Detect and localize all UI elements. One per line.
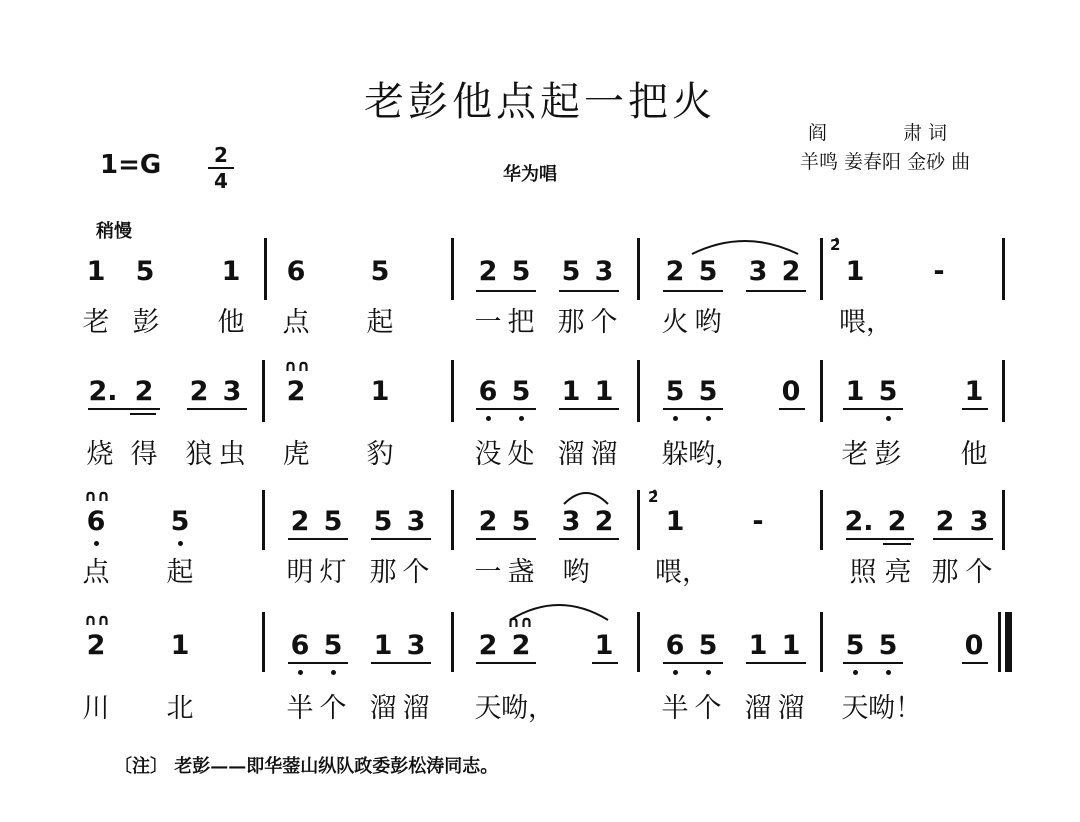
barline bbox=[451, 612, 454, 672]
barline bbox=[637, 360, 640, 422]
barline bbox=[262, 490, 265, 550]
barline bbox=[262, 360, 265, 422]
note: 2 bbox=[781, 256, 801, 287]
lyric: 天 bbox=[841, 693, 869, 724]
note: 2 bbox=[189, 376, 209, 407]
note: 5 bbox=[135, 256, 155, 287]
note: 5 bbox=[370, 256, 390, 287]
lyric: 豹 bbox=[366, 439, 394, 470]
lyric: 灯 bbox=[319, 557, 347, 588]
eighth-underline bbox=[476, 290, 536, 292]
lyric: 个 bbox=[402, 557, 430, 588]
eighth-underline bbox=[371, 662, 431, 664]
note: 2 bbox=[286, 376, 306, 407]
eighth-underline bbox=[663, 408, 723, 410]
note: 1 bbox=[964, 376, 984, 407]
note: 5 bbox=[323, 506, 343, 537]
lyric: 呦！ bbox=[868, 693, 922, 724]
eighth-underline bbox=[663, 662, 723, 664]
lyric: 川 bbox=[82, 693, 110, 724]
slur bbox=[562, 486, 610, 506]
note-rest: 0 bbox=[964, 630, 984, 661]
eighth-underline bbox=[476, 538, 536, 540]
mordent-mark: ∩∩ bbox=[84, 486, 110, 505]
note: 6 bbox=[478, 376, 498, 407]
note: 2. bbox=[88, 376, 118, 407]
low-octave-dot bbox=[519, 416, 524, 421]
note: 1 bbox=[221, 256, 241, 287]
note: 5 bbox=[170, 506, 190, 537]
note: 1 bbox=[845, 256, 865, 287]
lyric: 虎 bbox=[282, 439, 310, 470]
low-octave-dot bbox=[673, 670, 678, 675]
lyric: 点 bbox=[82, 557, 110, 588]
barline bbox=[262, 612, 265, 672]
note: 2 bbox=[511, 630, 531, 661]
note: 5 bbox=[698, 256, 718, 287]
barline bbox=[451, 490, 454, 550]
barline bbox=[637, 612, 640, 672]
note: 1 bbox=[845, 376, 865, 407]
note: 1 bbox=[373, 630, 393, 661]
sixteenth-underline bbox=[883, 543, 911, 545]
final-barline bbox=[1005, 612, 1012, 672]
lyric: 得 bbox=[130, 439, 158, 470]
composer-credit: 羊鸣 姜春阳 金砂 曲 bbox=[800, 151, 971, 173]
lyric: 呦， bbox=[501, 693, 555, 724]
lyric: 哟 bbox=[694, 307, 722, 338]
lyric: 溜 bbox=[369, 693, 397, 724]
lyric: 个 bbox=[319, 693, 347, 724]
lyric: 没 bbox=[474, 439, 502, 470]
eighth-underline bbox=[592, 662, 618, 664]
lyric: 照 bbox=[849, 557, 877, 588]
note: 2 bbox=[86, 630, 106, 661]
time-signature-top: 2 bbox=[214, 143, 228, 167]
eighth-underline bbox=[962, 408, 988, 410]
eighth-underline bbox=[559, 408, 619, 410]
note: 5 bbox=[373, 506, 393, 537]
lyric: 一 bbox=[474, 557, 502, 588]
lyric: 一 bbox=[474, 307, 502, 338]
note: 1 bbox=[170, 630, 190, 661]
lyric: 哟 bbox=[562, 557, 590, 588]
barline bbox=[637, 238, 640, 300]
lyric: 虫 bbox=[218, 439, 246, 470]
note: 2. bbox=[844, 506, 874, 537]
eighth-underline bbox=[843, 662, 903, 664]
low-octave-dot bbox=[706, 416, 711, 421]
lyric: 躲 bbox=[661, 439, 689, 470]
lyric: 喂， bbox=[839, 307, 893, 338]
lyric: 溜 bbox=[590, 439, 618, 470]
eighth-underline bbox=[476, 662, 536, 664]
note: 5 bbox=[665, 376, 685, 407]
barline bbox=[820, 238, 823, 300]
time-signature bbox=[208, 144, 234, 192]
lyric: 个 bbox=[965, 557, 993, 588]
lyric: 半 bbox=[286, 693, 314, 724]
note: 6 bbox=[86, 506, 106, 537]
lyric: 溜 bbox=[777, 693, 805, 724]
note: 3 bbox=[406, 506, 426, 537]
eighth-underline bbox=[187, 408, 247, 410]
lyric: 处 bbox=[507, 439, 535, 470]
eighth-underline bbox=[663, 290, 723, 292]
barline bbox=[1002, 490, 1005, 550]
note: 6 bbox=[286, 256, 306, 287]
note: 2 bbox=[594, 506, 614, 537]
lyric: 个 bbox=[590, 307, 618, 338]
note: 5 bbox=[511, 506, 531, 537]
note: 3 bbox=[561, 506, 581, 537]
barline bbox=[1002, 238, 1005, 300]
fermata-mark: 2̂ bbox=[830, 236, 841, 254]
fermata-mark: 2̂ bbox=[648, 488, 659, 506]
lyric: 北 bbox=[166, 693, 194, 724]
note: 3 bbox=[969, 506, 989, 537]
low-octave-dot bbox=[853, 670, 858, 675]
eighth-underline bbox=[559, 538, 619, 540]
note: 1 bbox=[370, 376, 390, 407]
note: 1 bbox=[594, 630, 614, 661]
low-octave-dot bbox=[331, 670, 336, 675]
note: 5 bbox=[323, 630, 343, 661]
lyric: 狼 bbox=[185, 439, 213, 470]
lyric: 个 bbox=[694, 693, 722, 724]
mordent-mark: ∩∩ bbox=[84, 610, 110, 629]
barline bbox=[820, 490, 823, 550]
note: 2 bbox=[478, 630, 498, 661]
note: 3 bbox=[748, 256, 768, 287]
barline bbox=[820, 360, 823, 422]
lyric: 把 bbox=[507, 307, 535, 338]
singer-credit: 华为唱 bbox=[503, 164, 557, 185]
note: 5 bbox=[878, 376, 898, 407]
note: 3 bbox=[222, 376, 242, 407]
note: 6 bbox=[665, 630, 685, 661]
note: 2 bbox=[134, 376, 154, 407]
lyric: 那 bbox=[931, 557, 959, 588]
eighth-underline bbox=[476, 408, 536, 410]
note: 5 bbox=[698, 630, 718, 661]
note: 2 bbox=[478, 506, 498, 537]
lyric: 溜 bbox=[744, 693, 772, 724]
lyric: 点 bbox=[282, 307, 310, 338]
barline bbox=[264, 238, 267, 300]
lyric: 那 bbox=[557, 307, 585, 338]
eighth-underline bbox=[288, 662, 348, 664]
eighth-underline bbox=[559, 290, 619, 292]
note: 1 bbox=[561, 376, 581, 407]
barline bbox=[1002, 360, 1005, 422]
time-signature-bottom: 4 bbox=[214, 169, 228, 193]
low-octave-dot bbox=[673, 416, 678, 421]
eighth-underline bbox=[88, 408, 160, 410]
lyric: 彭 bbox=[874, 439, 902, 470]
eighth-underline bbox=[288, 538, 348, 540]
tempo-marking: 稍慢 bbox=[96, 221, 132, 242]
eighth-underline bbox=[371, 538, 431, 540]
note: 5 bbox=[561, 256, 581, 287]
lyric: 他 bbox=[960, 439, 988, 470]
note: 2 bbox=[478, 256, 498, 287]
barline bbox=[451, 360, 454, 422]
lyric: 喂， bbox=[655, 557, 709, 588]
lyric: 他 bbox=[217, 307, 245, 338]
low-octave-dot bbox=[886, 670, 891, 675]
note-dash: - bbox=[752, 506, 764, 537]
note: 6 bbox=[290, 630, 310, 661]
lyric: 火 bbox=[661, 307, 689, 338]
low-octave-dot bbox=[706, 670, 711, 675]
lyric: 天 bbox=[474, 693, 502, 724]
eighth-underline bbox=[746, 290, 806, 292]
barline bbox=[820, 612, 823, 672]
lyric: 起 bbox=[366, 307, 394, 338]
key-signature: 1=G bbox=[100, 150, 162, 180]
eighth-underline bbox=[779, 408, 805, 410]
note: 1 bbox=[86, 256, 106, 287]
lyric: 起 bbox=[166, 557, 194, 588]
lyric: 溜 bbox=[557, 439, 585, 470]
eighth-underline bbox=[746, 662, 806, 664]
lyric: 老 bbox=[841, 439, 869, 470]
note: 2 bbox=[935, 506, 955, 537]
lyric: 半 bbox=[661, 693, 689, 724]
note: 5 bbox=[511, 256, 531, 287]
eighth-underline bbox=[933, 538, 993, 540]
sixteenth-underline bbox=[130, 413, 156, 415]
note-dash: - bbox=[933, 256, 945, 287]
note: 2 bbox=[665, 256, 685, 287]
lyric: 彭 bbox=[132, 307, 160, 338]
low-octave-dot bbox=[178, 541, 183, 546]
note: 1 bbox=[594, 376, 614, 407]
slur bbox=[690, 232, 800, 256]
note: 5 bbox=[878, 630, 898, 661]
lyric: 哟， bbox=[688, 439, 742, 470]
song-title: 老彭他点起一把火 bbox=[364, 79, 716, 125]
lyric: 烧 bbox=[86, 439, 114, 470]
note: 5 bbox=[845, 630, 865, 661]
eighth-underline bbox=[846, 538, 914, 540]
low-octave-dot bbox=[886, 416, 891, 421]
low-octave-dot bbox=[94, 541, 99, 546]
note: 2 bbox=[887, 506, 907, 537]
note: 5 bbox=[511, 376, 531, 407]
barline bbox=[998, 612, 1001, 672]
lyric: 那 bbox=[369, 557, 397, 588]
barline bbox=[451, 238, 454, 300]
note: 1 bbox=[665, 506, 685, 537]
lyricist-credit: 阎 肃 词 bbox=[808, 122, 948, 144]
footnote: 〔注〕 老彭——即华蓥山纵队政委彭松涛同志。 bbox=[114, 756, 499, 777]
note: 3 bbox=[406, 630, 426, 661]
lyric: 明 bbox=[286, 557, 314, 588]
eighth-underline bbox=[843, 408, 903, 410]
note: 1 bbox=[781, 630, 801, 661]
lyric: 亮 bbox=[884, 557, 912, 588]
note: 2 bbox=[290, 506, 310, 537]
lyric: 老 bbox=[82, 307, 110, 338]
mordent-mark: ∩∩ bbox=[507, 612, 533, 631]
note: 3 bbox=[594, 256, 614, 287]
lyric: 溜 bbox=[402, 693, 430, 724]
low-octave-dot bbox=[486, 416, 491, 421]
low-octave-dot bbox=[298, 670, 303, 675]
note: 1 bbox=[748, 630, 768, 661]
barline bbox=[637, 490, 640, 550]
note-rest: 0 bbox=[781, 376, 801, 407]
mordent-mark: ∩∩ bbox=[284, 356, 310, 375]
lyric: 盏 bbox=[507, 557, 535, 588]
note: 5 bbox=[698, 376, 718, 407]
eighth-underline bbox=[962, 662, 988, 664]
